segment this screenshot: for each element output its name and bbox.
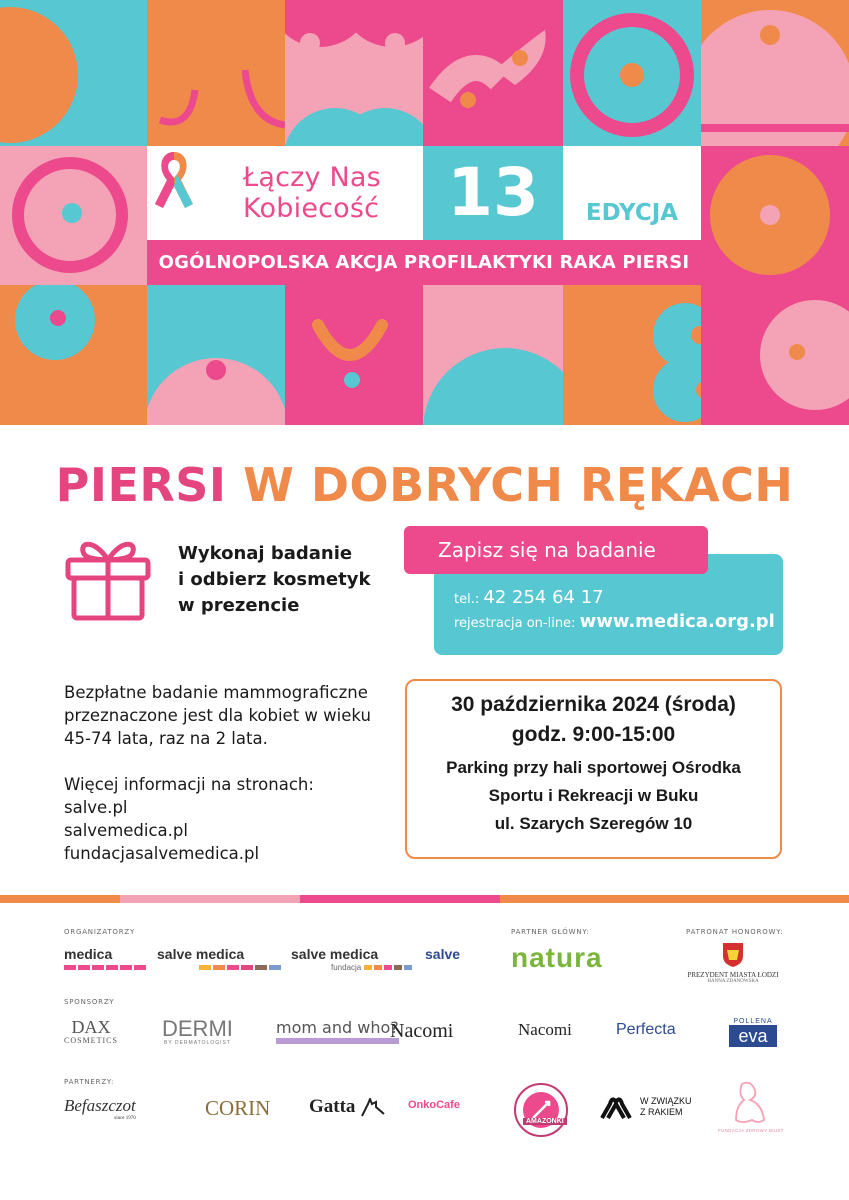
logo-nacomi-vegan: Nacomi (518, 1020, 572, 1039)
logo-natura: natura (511, 942, 603, 973)
link-salve[interactable]: salve.pl (64, 798, 128, 817)
phone-label: tel.: (454, 592, 480, 607)
info-line3: 45-74 lata, raz na 2 lata. (64, 729, 268, 748)
logo-dax-sub: COSMETICS (64, 1036, 118, 1045)
logo-befaszczot-text: Befaszczot (64, 1096, 136, 1115)
logo-befaszczot-sub: since 1970 (114, 1116, 136, 1121)
online-registration-label: rejestracja on-line: (454, 616, 576, 631)
logo-pollena-eva (729, 1018, 777, 1047)
sponsors-label: SPONSORZY (64, 998, 115, 1006)
gift-line1: Wykonaj badanie (178, 543, 353, 564)
gift-line2: i odbierz kosmetyk (178, 569, 371, 590)
logo-medica-text: medica (64, 946, 113, 962)
logo-amazonki-text: AMAZONKI (523, 1118, 567, 1125)
logo-perfecta: Perfecta (616, 1021, 676, 1038)
logo-salve-medica-text: salve medica (157, 946, 245, 962)
logo-salve-medica-fundacja-text: salve medica (291, 946, 379, 962)
logo-mom-and-who: mom and who? (276, 1018, 399, 1044)
link-salvemedica[interactable]: salvemedica.pl (64, 821, 188, 840)
logo-onkocafe: OnkoCafe (408, 1099, 460, 1111)
logo-fundacja-sub: fundacja (331, 963, 362, 972)
amazonki-emblem-icon (513, 1082, 569, 1138)
logo-gatta (309, 1096, 386, 1118)
campaign-tagline: OGÓLNOPOLSKA AKCJA PROFILAKTYKI RAKA PIERSI (147, 240, 701, 285)
patronage-label: PATRONAT HONOROWY: (686, 928, 784, 936)
logo-dax (64, 1018, 118, 1045)
pink-ribbon-icon (147, 146, 201, 212)
registration-title: Zapisz się na badanie (404, 526, 708, 574)
gift-offer-text (178, 541, 370, 619)
ribbons-icon (598, 1094, 634, 1120)
event-details-box (405, 679, 782, 859)
patronage-line1: PREZYDENT MIASTA ŁODZI (687, 971, 779, 979)
logo-dermi-sub: BY DERMATOLOGIST (164, 1040, 231, 1046)
color-divider (0, 895, 849, 903)
logo-befaszczot (64, 1096, 136, 1121)
logo-dermi (162, 1018, 233, 1046)
logo-medica (64, 946, 146, 970)
campaign-name-line1: Łączy Nas (243, 162, 381, 193)
campaign-name (243, 162, 381, 224)
logo-gatta-text: Gatta (309, 1096, 356, 1117)
lodz-coat-of-arms-icon (722, 942, 744, 968)
logo-amazonki (513, 1082, 569, 1142)
headline-part2: W DOBRYCH RĘKACH (243, 458, 794, 512)
event-time: godz. 9:00-15:00 (511, 723, 676, 746)
logo-wzzr-line2: Z RAKIEM (640, 1107, 683, 1117)
main-headline (0, 455, 849, 515)
event-date: 30 października 2024 (środa) (451, 693, 736, 716)
phone-number-link[interactable]: 42 254 64 17 (483, 587, 604, 608)
partners-label: PARTNERZY: (64, 1078, 115, 1086)
logo-fundacja-zdrowy-biust (718, 1080, 782, 1133)
logo-dax-text: DAX (71, 1017, 111, 1037)
logo-pollena-text: POLLENA (733, 1018, 773, 1025)
patronage-line2: HANNA ZDANOWSKA (707, 979, 759, 984)
registration-online-row (454, 610, 775, 636)
gift-line3: w prezencie (178, 595, 300, 616)
registration-phone-row (454, 586, 604, 612)
info-text (64, 681, 371, 865)
gift-icon (64, 534, 152, 622)
campaign-name-line2: Kobiecość (243, 193, 380, 224)
link-fundacjasalvemedica[interactable]: fundacjasalvemedica.pl (64, 844, 260, 863)
logo-w-zwiazku-z-rakiem (598, 1094, 692, 1120)
event-address: ul. Szarych Szeregów 10 (494, 814, 693, 833)
logo-zdrowy-biust-text: FUNDACJA ZDROWY BIUST (718, 1128, 784, 1133)
edition-label: EDYCJA (563, 146, 701, 240)
logo-salve-medica (157, 946, 281, 970)
campaign-banner (0, 0, 849, 433)
logo-corin: CORIN (205, 1096, 271, 1120)
logo-nacomi: Nacomi (390, 1020, 454, 1042)
organizers-label: ORGANIZATORZY (64, 928, 136, 936)
registration-url-link[interactable]: www.medica.org.pl (579, 611, 775, 632)
edition-number: 13 (423, 146, 563, 240)
event-place-line2: Sportu i Rekreacji w Buku (488, 786, 699, 805)
main-partner-label: PARTNER GŁÓWNY: (511, 928, 590, 936)
logo-salve: salve (425, 946, 461, 962)
headline-part1: PIERSI (55, 458, 227, 512)
woman-silhouette-icon (728, 1080, 772, 1128)
event-place-line1: Parking przy hali sportowej Ośrodka (446, 758, 741, 777)
campaign-title-box (147, 146, 423, 240)
logo-salve-medica-fundacja (291, 946, 412, 972)
info-line2: przeznaczone jest dla kobiet w wieku (64, 706, 371, 725)
cat-icon (360, 1098, 386, 1118)
info-line1: Bezpłatne badanie mammograficzne (64, 683, 368, 702)
more-info-label: Więcej informacji na stronach: (64, 775, 314, 794)
logo-wzzr-line1: W ZWIĄZKU (640, 1096, 692, 1106)
logo-eva-text: eva (729, 1025, 777, 1047)
logo-lodz-president (686, 942, 780, 984)
logo-dermi-text: DERMI (162, 1016, 233, 1041)
